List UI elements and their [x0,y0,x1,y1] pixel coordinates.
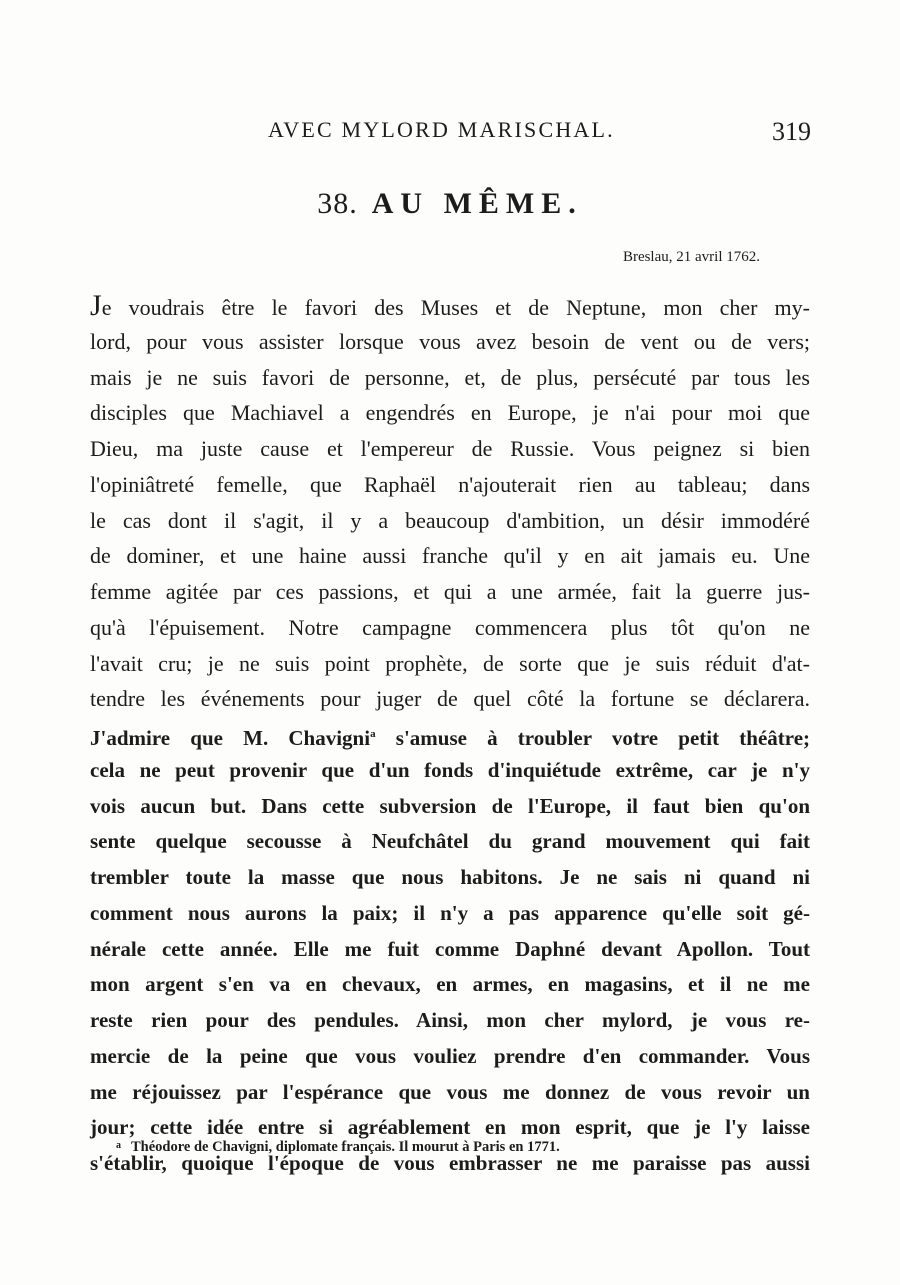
text-line: me réjouissez par l'espérance que vous me donnez de vous revoir un [90,1079,810,1104]
text-line: de dominer, et une haine aussi franche qu'il y en ait jamais eu. Une [90,543,810,569]
footnote-reference: a [370,728,376,740]
text-line: s'établir, quoique l'époque de vous embrasser ne me paraisse pas aussi [90,1151,810,1175]
page-number: 319 [772,117,811,146]
text-line: Je voudrais être le favori des Muses et de Neptune, mon cher my- [90,289,810,322]
running-title: AVEC MYLORD MARISCHAL. [268,117,615,142]
text-line: reste rien pour des pendules. Ainsi, mon cher mylord, je vous re- [90,1008,810,1032]
text-line: nérale cette année. Elle me fuit comme Daphné devant Apollon. Tout [90,936,810,961]
footnote-text: Théodore de Chavigni, diplomate français. Il mourut à Paris en 1771. [131,1139,560,1155]
text-line [90,717,810,753]
text-line: trembler toute la masse que nous habitons. Je ne sais ni quand ni [90,865,810,889]
text-line: l'opiniâtreté femelle, que Raphaël n'ajouterait rien au tableau; dans [90,471,810,497]
text-line: Dieu, ma juste cause et l'empereur de Russie. Vous peignez si bien [90,436,810,461]
text-line: disciples que Machiavel a engendrés en Europe, je n'ai pour moi que [90,400,810,426]
text-fragment: s'amuse à troubler votre petit théâtre; [395,726,811,750]
text-line: lord, pour vous assister lorsque vous avez besoin de vent ou de vers; [90,328,810,354]
text-line: femme agitée par ces passions, et qui a une armée, fait la guerre jus- [90,579,810,604]
text-fragment: J'admire que M. Chavigni [90,726,371,750]
text-line: qu'à l'épuisement. Notre campagne commencera plus tôt qu'on ne [90,614,810,640]
text-line: mon argent s'en va en chevaux, en armes, en magasins, et il ne me [90,972,810,997]
letter-title: AU MÊME. [371,187,583,220]
text-line: tendre les événements pour juger de quel côté la fortune se déclarera. [90,686,810,712]
text-line: mais je ne suis favori de personne, et, de plus, persécuté par tous les [90,364,810,390]
text-line: jour; cette idée entre si agréablement en mon esprit, que je l'y laisse [90,1115,810,1140]
dateline: Breslau, 21 avril 1762. [622,249,760,265]
text-line: l'avait cru; je ne suis point prophète, de sorte que je suis réduit d'at- [90,650,810,676]
text-line: vois aucun but. Dans cette subversion de l'Europe, il faut bien qu'on [90,793,810,818]
footnote [116,1139,796,1156]
text-line: sente quelque secousse à Neufchâtel du grand mouvement qui fait [90,829,810,854]
letter-heading [0,187,900,221]
text-line: comment nous aurons la paix; il n'y a pas apparence qu'elle soit gé- [90,900,810,925]
text-line: cela ne peut provenir que d'un fonds d'inquiétude extrême, car je n'y [90,757,810,782]
text-line: mercie de la peine que vous vouliez prendre d'en commander. Vous [90,1043,810,1068]
text-line: le cas dont il s'agit, il y a beaucoup d'ambition, un désir immodéré [90,507,810,533]
letter-number: 38. [317,187,358,220]
letter-body [90,288,810,1182]
footnote-marker: a [116,1140,121,1151]
